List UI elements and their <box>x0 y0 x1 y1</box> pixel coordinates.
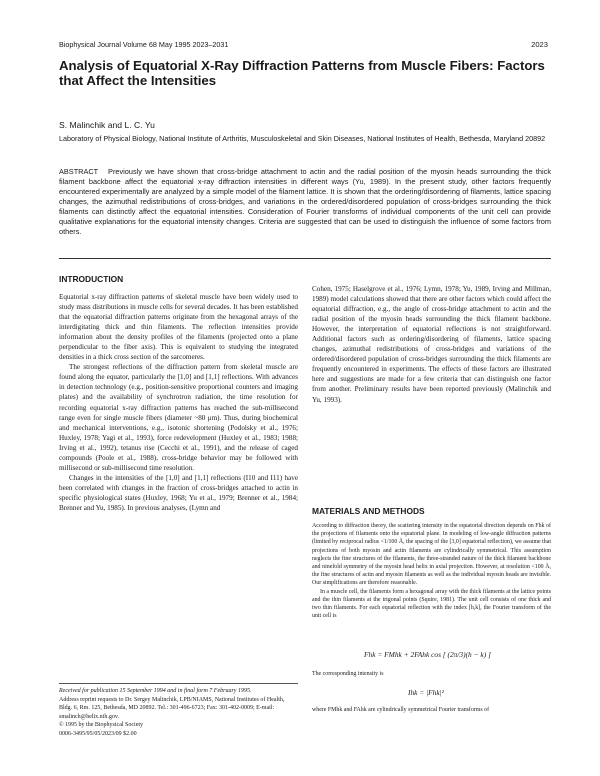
article-title: Analysis of Equatorial X-Ray Diffraction Patterns from Muscle Fibers: Factors that Affect the Intensities <box>59 58 545 88</box>
intro-heading: INTRODUCTION <box>59 274 124 284</box>
equation-1: Fhk = FMhk + 2FAhk cos [ (2π/3)(h − k) ] <box>364 650 491 659</box>
abstract-label: ABSTRACT <box>59 167 99 176</box>
equation-2: Ihk = |Fhk|² <box>408 688 444 697</box>
abstract <box>59 167 551 237</box>
address-note: Address reprint requests to Dr. Sergey Malinchik, LPB/NIAMS, National Institutes of Health, Bldg. 6, Rm. 125, Bethesda, MD 20892. Tel.: 301-496-6723; Fax: 301-402-0009; E-mail: smalinch@helix.nih.gov. <box>59 696 285 720</box>
abstract-text: Previously we have shown that cross-bridge attachment to actin and the radial position of the myosin heads surrounding the thick filament backbone affect the equatorial x-ray diffraction intensities in different ways (Yu, 1989). In the present study, other factors frequently encountered experimentally are analyzed by a simple model of the filament lattice. It is shown that the ordering/disordering of filaments, lattice spacing changes, the azimuthal redistributions of cross-bridges, and variations in the ordered/disordered population of cross-bridges surrounding the thick filaments can distinctly affect the equatorial intensities. Consideration of Fourier transforms of individual components of the unit cell can provide qualitative explanations for the equatorial intensity changes. Criteria are suggested that can be used to distinguish the influence of some factors from others. <box>59 167 551 236</box>
intro-right-column <box>312 284 551 405</box>
copyright-note: © 1995 by the Biophysical Society <box>59 722 144 729</box>
authors: S. Malinchik and L. C. Yu <box>59 120 155 130</box>
running-header: Biophysical Journal Volume 68 May 1995 2023–2031 <box>59 40 229 49</box>
affiliation: Laboratory of Physical Biology, National Institute of Arthritis, Musculoskeletal and Skin Diseases, National Institutes of Health, Bethesda, Maryland 20892 <box>59 134 546 143</box>
intro-paragraph-1: Equatorial x-ray diffraction patterns of skeletal muscle have been widely used to study mass distributions in muscle cells for several decades. It has been established that the equatorial diffraction patterns originate from the hexagonal arrays of the interdigitating thick and thin filaments. The reflection intensities provide information about the density profiles of the filaments (projected onto a plane perpendicular to the fiber axis). This is equivalent to studying the integrated densities in a thick cross section of the sarcomeres. <box>59 293 298 362</box>
intro-paragraph-4: Cohen, 1975; Haselgrove et al., 1976; Lymn, 1978; Yu, 1989, Irving and Millman, 1989) model calculations showed that there are other factors which could affect the equatorial diffraction, e.g., the angle of cross-bridge attachment to actin and the radial position of the myosin heads surrounding the thick filament backbone. However, the interpretation of equatorial reflections is not straightforward. Additional factors such as ordering/disordering of filaments, lattice spacing changes, azimuthal redistributions of cross-bridges and variations of the ordered/disordered population of cross-bridges surrounding the thick filaments are frequently encountered in experiments. The effects of these factors are illustrated here and suggestions are made for a few criteria that can distinguish one factor from another. Preliminary results have been reported previously (Malinchik and Yu, 1993). <box>312 285 551 404</box>
methods-text-2: The corresponding intensity is <box>312 671 384 677</box>
page-number: 2023 <box>531 40 548 49</box>
methods-heading: MATERIALS AND METHODS <box>312 506 425 516</box>
footnote-divider <box>59 683 298 684</box>
article-code: 0006-3495/95/05/2023/09 $2.00 <box>59 730 137 737</box>
footnotes <box>59 687 298 739</box>
intro-paragraph-2: The strongest reflections of the diffraction pattern from skeletal muscle are found along the equator, particularly the [1,0] and [1,1] reflections. With advances in detection technology (e.g., position-sensitive proportional counters and imaging plates) and the availability of synchrotron radiation, the time resolution for recording equatorial x-ray diffraction patterns has reached the sub-millisecond range even for single muscle fibers (diameter ~80 μm). Thus, during biochemical and mechanical interventions, e.g., isotonic shortening (Podolsky et al., 1976; Huxley, 1978; Yagi et al., 1993), force redevelopment (Huxley et al., 1983; 1988; Irving et al., 1992), tetanus rise (Cecchi et al., 1991), and the release of caged compounds (Poole et al., 1988), cross-bridge behavior may be followed with millisecond or sub-millisecond time resolution. <box>59 363 298 472</box>
methods-paragraph-2: In a muscle cell, the filaments form a hexagonal array with the thick filaments at the lattice points and the thin filaments at the trigonal points (Squire, 1981). The unit cell consists of one thick and two thin filaments. For each equatorial reflection with the index [h,k], the Fourier transform of the unit cell is <box>312 588 551 620</box>
methods-text-3: where FMhk and FAhk are cylindrically symmetrical Fourier transforms of <box>312 707 490 713</box>
methods-paragraph-1: According to diffraction theory, the scattering intensity in the equatorial direction depends on Fhk of the projections of filaments onto the equatorial plane. In modeling of low-angle diffraction patterns (limited by reciprocal radius <1/100 Å, the spacing of the [3,0] equatorial reflection), we assume that projections of both myosin and actin filaments are cylindrically symmetrical. This assumption neglects the fine structures of the filaments, the three-stranded nature of the thick filament backbone and ninefold symmetry of the myosin head helix in axial projection. However, at resolution <100 Å, the fine structures of actin and myosin filaments as well as the individual myosin heads are invisible. Our simplifications are therefore reasonable. <box>312 523 551 587</box>
methods-text <box>312 522 551 620</box>
intro-paragraph-3: Changes in the intensities of the [1,0] and [1,1] reflections (I10 and I11) have been correlated with changes in the fraction of cross-bridges attached to actin in specific physiological states (Huxley, 1968; Yu et al., 1979; Brenner et al., 1984; Brenner and Yu, 1985). In previous analyses, (Lymn and <box>59 473 298 512</box>
intro-left-column <box>59 292 298 513</box>
abstract-divider <box>59 258 551 259</box>
received-note: Received for publication 15 September 1994 and in final form 7 February 1995. <box>59 688 252 694</box>
